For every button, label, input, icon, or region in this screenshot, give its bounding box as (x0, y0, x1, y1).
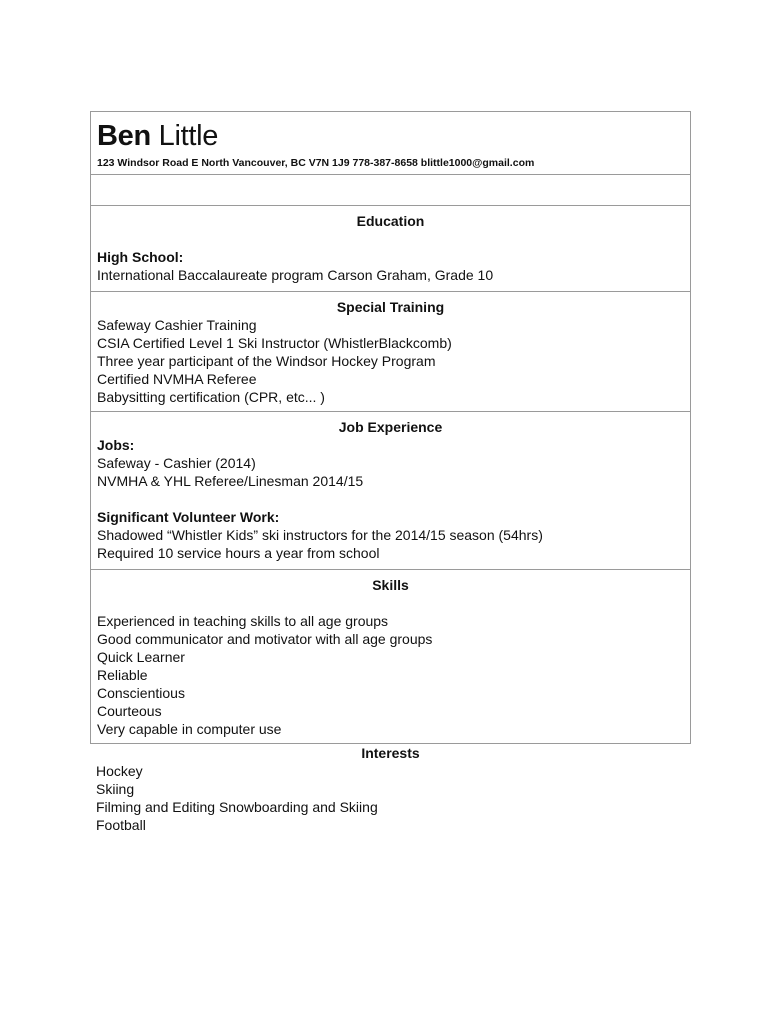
interest-item: Skiing (96, 781, 135, 797)
jobs-heading: Jobs: (97, 437, 135, 453)
skill-item: Quick Learner (97, 649, 185, 665)
training-item: Babysitting certification (CPR, etc... ) (97, 389, 325, 405)
training-item: Certified NVMHA Referee (97, 371, 257, 387)
job-item: NVMHA & YHL Referee/Linesman 2014/15 (97, 473, 364, 489)
volunteer-heading: Significant Volunteer Work: (97, 509, 280, 525)
interests-section (90, 744, 691, 834)
person-name (97, 120, 684, 152)
training-item: Three year participant of the Windsor Hockey Program (97, 353, 436, 369)
skill-item: Conscientious (97, 685, 185, 701)
high-school-heading: High School: (97, 249, 184, 265)
volunteer-item: Shadowed “Whistler Kids” ski instructors for the 2014/15 season (54hrs) (97, 527, 543, 543)
contact-line: 123 Windsor Road E North Vancouver, BC V7N 1J9 778-387-8658 blittle1000@gmail.com (97, 157, 535, 169)
header-section (91, 112, 690, 175)
skill-item: Very capable in computer use (97, 721, 282, 737)
skill-item: Good communicator and motivator with all age groups (97, 631, 433, 647)
job-item: Safeway - Cashier (2014) (97, 455, 256, 471)
education-line: International Baccalaureate program Carson Graham, Grade 10 (97, 267, 494, 283)
education-title: Education (356, 213, 425, 229)
resume-page (90, 111, 691, 834)
interest-item: Football (96, 817, 146, 833)
training-item: CSIA Certified Level 1 Ski Instructor (WhistlerBlackcomb) (97, 335, 452, 351)
volunteer-item: Required 10 service hours a year from school (97, 545, 380, 561)
education-section (91, 206, 690, 292)
job-experience-section (91, 412, 690, 570)
job-experience-title: Job Experience (338, 419, 443, 435)
last-name: Little (158, 120, 219, 152)
resume-table (90, 111, 691, 744)
skill-item: Reliable (97, 667, 148, 683)
skill-item: Experienced in teaching skills to all age groups (97, 613, 389, 629)
first-name: Ben (97, 120, 151, 152)
training-item: Safeway Cashier Training (97, 317, 257, 333)
interest-item: Filming and Editing Snowboarding and Skiing (96, 799, 378, 815)
interests-title: Interests (361, 745, 420, 761)
special-training-title: Special Training (336, 299, 445, 315)
skills-title: Skills (372, 577, 409, 593)
blank-row (91, 175, 690, 206)
interest-item: Hockey (96, 763, 143, 779)
skills-section (91, 570, 690, 744)
skill-item: Courteous (97, 703, 162, 719)
special-training-section (91, 292, 690, 412)
